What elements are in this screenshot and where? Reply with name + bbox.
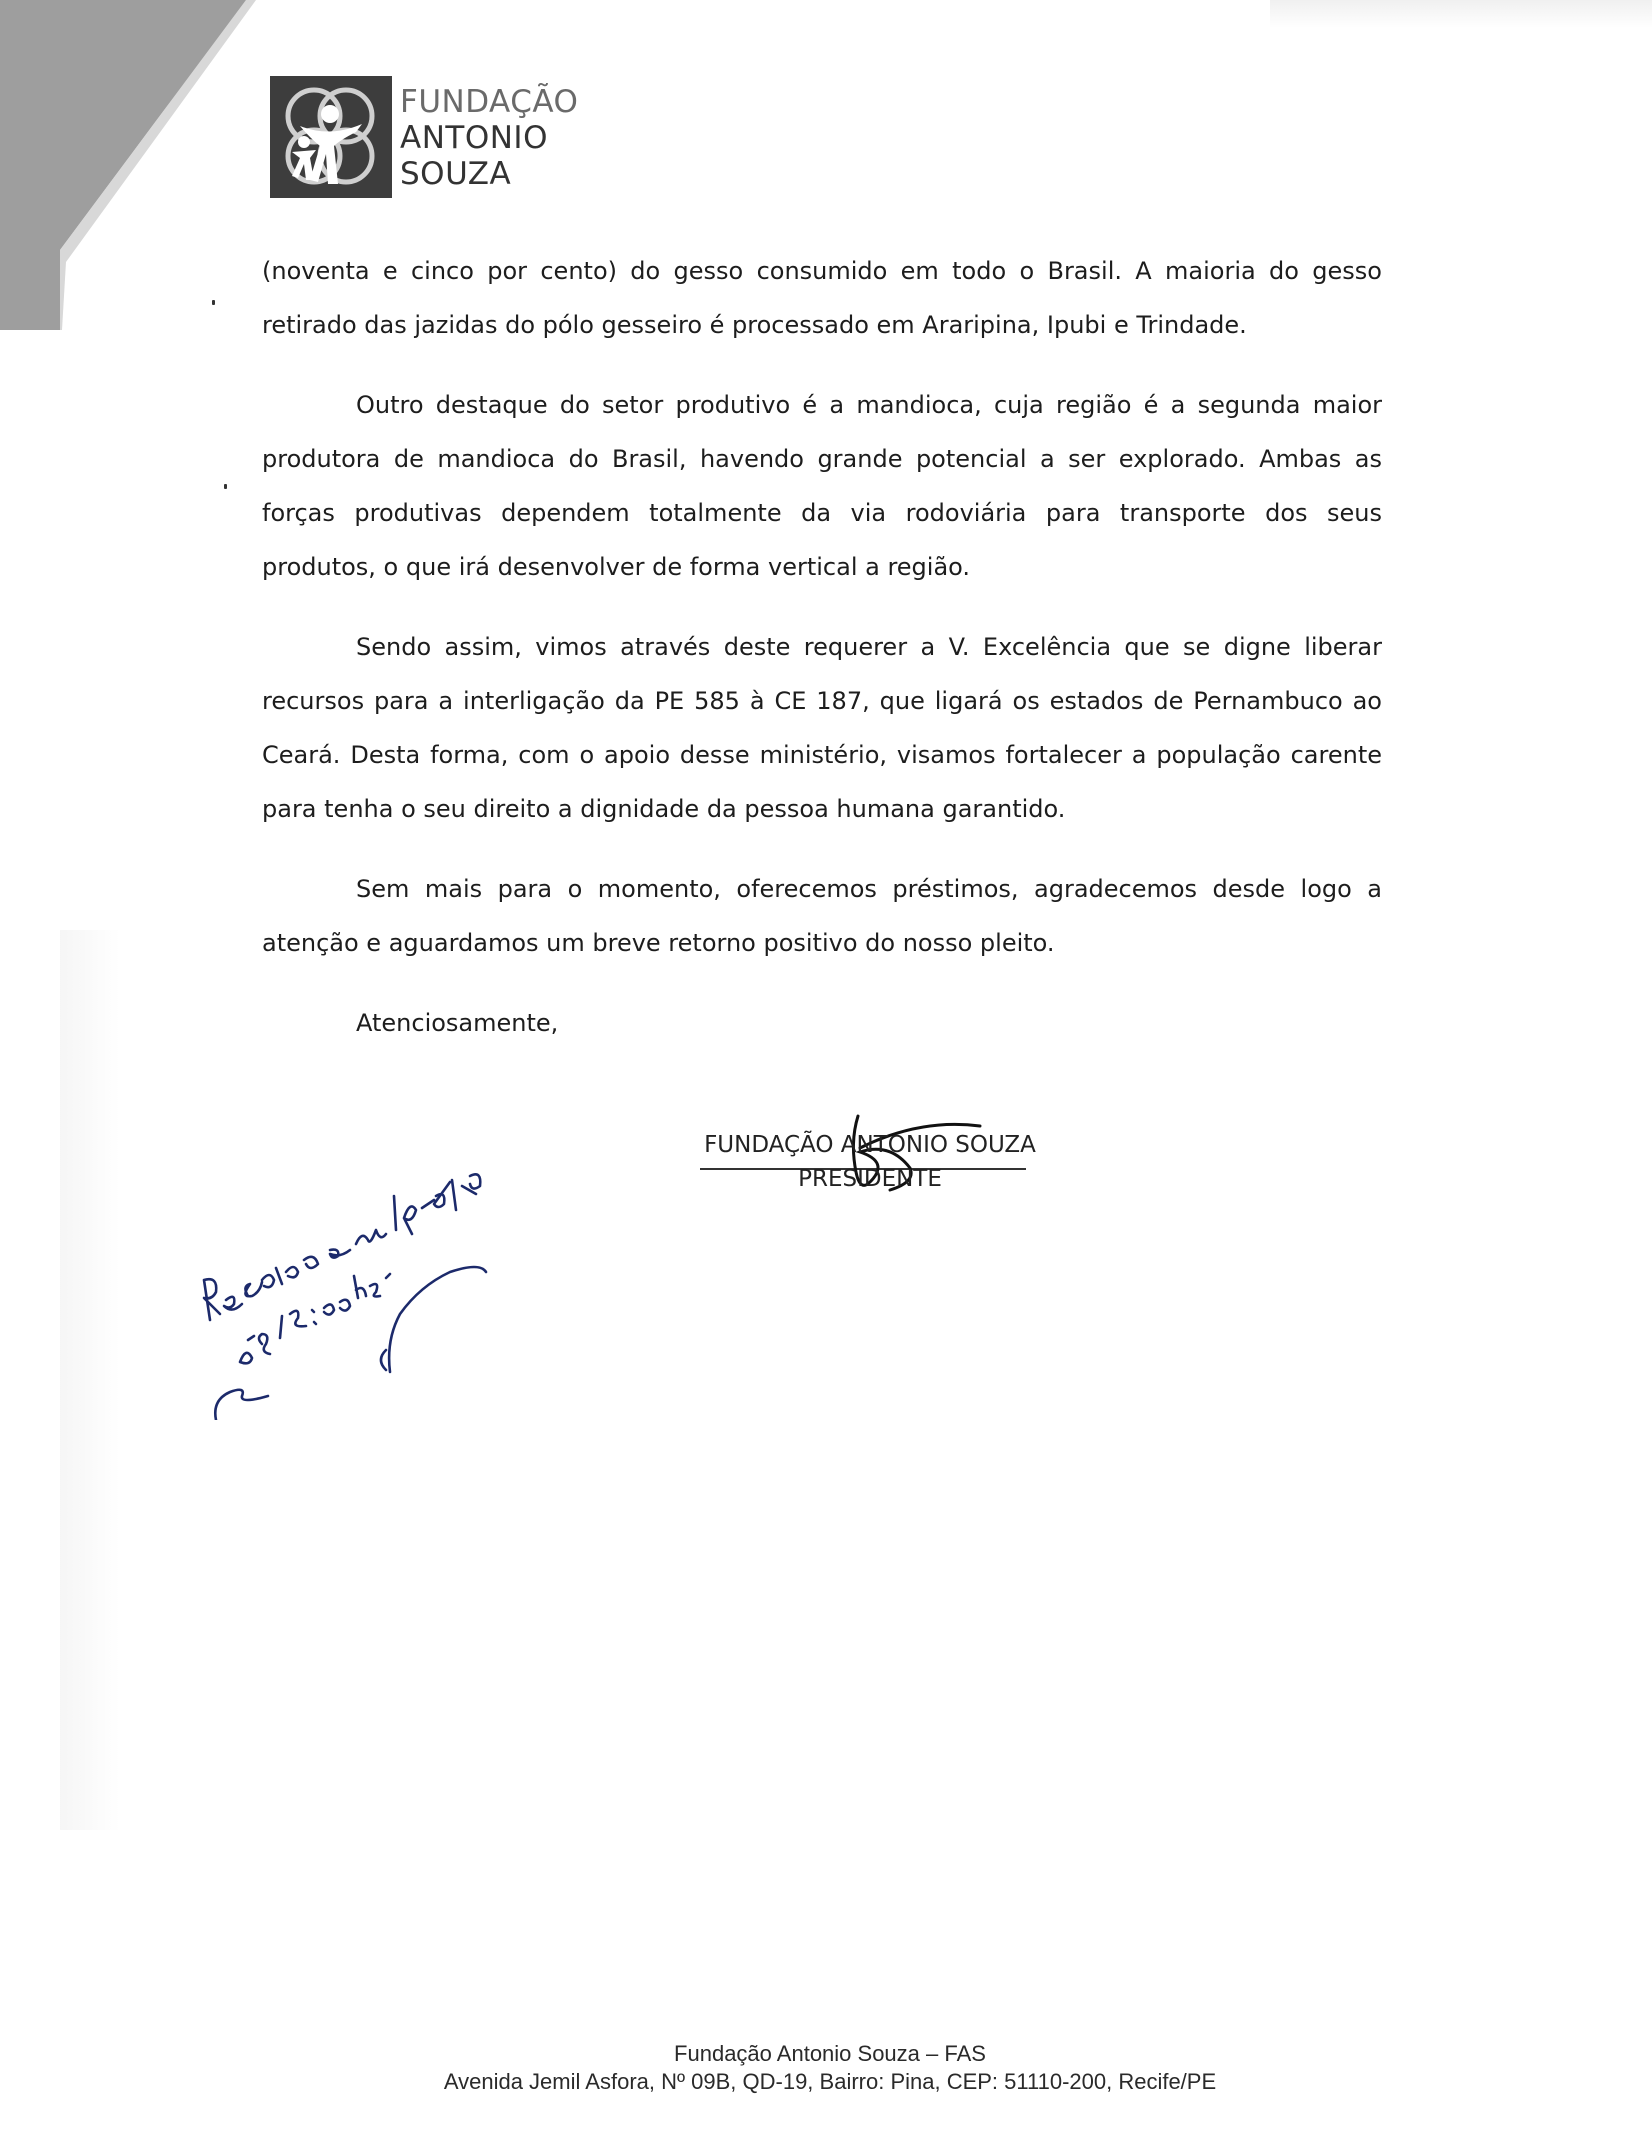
logo-line-antonio: ANTONIO xyxy=(400,120,548,156)
foundation-people-icon xyxy=(270,76,392,198)
logo-line-fundacao: FUNDAÇÃO xyxy=(400,84,579,120)
stray-mark xyxy=(212,300,215,305)
footer-organization: Fundação Antonio Souza – FAS xyxy=(674,2041,986,2066)
handwritten-receipt-note xyxy=(190,1100,520,1420)
footer-address: Avenida Jemil Asfora, Nº 09B, QD-19, Bairro: Pina, CEP: 51110-200, Recife/PE xyxy=(443,2069,1217,2094)
paragraph: (noventa e cinco por cento) do gesso consumido em todo o Brasil. A maioria do gesso retirado das jazidas do pólo gesseiro é processado em Araripina, Ipubi e Trindade. xyxy=(262,257,1382,339)
paragraph: Sendo assim, vimos através deste requerer a V. Excelência que se digne liberar recursos para a interligação da PE 585 à CE 187, que ligará os estados de Pernambuco ao Ceará. Desta forma, com o apoio desse ministério, visamos fortalecer a população carente para tenha o seu direito a dignidade da pessoa humana garantido. xyxy=(262,633,1382,823)
signatory-name: FUNDAÇÃO ANTONIO SOUZA xyxy=(704,1132,1036,1158)
logo-line-souza: SOUZA xyxy=(400,156,512,192)
letter-footer xyxy=(300,2040,1360,2096)
paragraph: Sem mais para o momento, oferecemos préstimos, agradecemos desde logo a atenção e aguardamos um breve retorno positivo do nosso pleito. xyxy=(262,875,1382,957)
stray-mark xyxy=(224,484,227,489)
signature-block xyxy=(690,1128,1050,1196)
signatory-title: PRESIDENTE xyxy=(798,1166,942,1192)
scan-shadow-left xyxy=(60,930,120,1830)
closing-salutation: Atenciosamente, xyxy=(356,1009,559,1037)
scan-shadow-top xyxy=(1270,0,1652,28)
foundation-logo-text xyxy=(400,84,578,192)
foundation-logo xyxy=(270,76,600,200)
paragraph: Outro destaque do setor produtivo é a mandioca, cuja região é a segunda maior produtora de mandioca do Brasil, havendo grande potencial a ser explorado. Ambas as forças produtivas dependem totalmente da via rodoviária para transporte dos seus produtos, o que irá desenvolver de forma vertical a região. xyxy=(262,391,1382,581)
letter-body xyxy=(262,244,1382,1050)
page-fold-shadow xyxy=(0,0,260,330)
